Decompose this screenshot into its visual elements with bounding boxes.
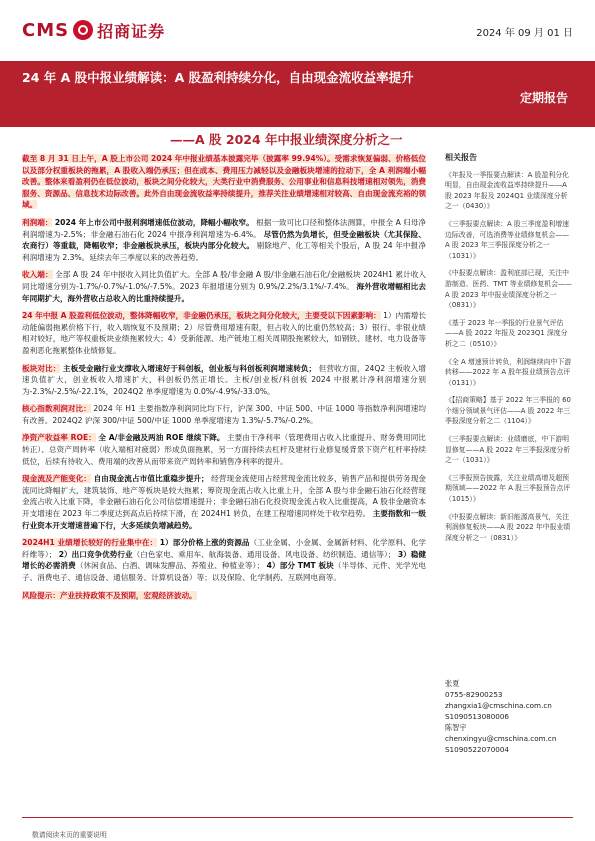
- related-report-item[interactable]: 《中报要点解读：新旧能源高景气，关注利润修复板块——A 股 2022 年中报业绩深度分析之一（0831）》: [445, 512, 571, 542]
- profit-heading: 利润端：: [22, 217, 53, 227]
- factors-detail: 1）内需增长动能偏弱拖累价格下行，收入端恢复不及预期；2）尽管费用增速有限，但占收入的比重仍然较高；3）银行、非银业绩相对较好，地产等权重板块业绩拖累较大；4）受新能源、地产链地工相关周期股拖累较大，如钢铁、建材、电力设备等盈利恶化拖累整体业绩修复。: [22, 311, 426, 355]
- footer-divider: [22, 817, 573, 818]
- report-title: 24 年 A 股中报业绩解读：A 股盈利持续分化，自由现金流收益率提升: [22, 70, 414, 85]
- analyst-name: 张夏: [445, 679, 460, 688]
- cashflow-emphasis: 自由现金流占市值比重稳步提升；: [93, 474, 209, 484]
- report-type: 定期报告: [520, 91, 569, 105]
- main-body: [22, 153, 426, 607]
- industry-item-1: 1）部分价格上涨的资源品: [159, 538, 250, 548]
- footer-note: 敬请阅读末页的重要说明: [32, 831, 107, 839]
- industry-item-3: 3）稳健增长的必需消费: [22, 549, 426, 571]
- summary-text: 截至 8 月 31 日上午，A 股上市公司 2024 年中报业绩基本披露完毕（披露率 99.94%）。受需求恢复偏弱、价格低位以及部分权重板块的拖累，A 股收入端仍承压；但在成本、费用压力减轻以及金融板块增速的拉动下，全 A 利润端小幅改善。整体来看盈利仍在低位波动，板块之间分化较大，大类行业中消费服务、公用事业和信息科技增速相对领先，消费服务、资源品、信息技术边际改善。此外自由现金流收益率持续提升，推荐关注业绩增速相对较高、自由现金流充裕的领域。: [22, 154, 426, 210]
- analyst-email[interactable]: zhangxia1@cmschina.com.cn: [445, 701, 552, 710]
- report-subtitle: ——A 股 2024 年中报业绩深度分析之一: [170, 132, 403, 147]
- roe-emphasis: 全 A/非金融及两油 ROE 继续下降。: [98, 433, 225, 443]
- profit-detail: 根据一致可比口径和整体法测算，中报全 A 归母净利润增速为-2.5%；非金融石油石化 2024 中报净利润增速为-6.4%。: [22, 217, 427, 239]
- revenue-paragraph: [22, 269, 426, 304]
- revenue-emphasis: 海外营收增幅相比去年同期扩大，海外营收占总收入的比重持续提升。: [22, 281, 426, 303]
- analyst-name: 陈智宇: [445, 723, 467, 732]
- profit-paragraph: [22, 217, 426, 263]
- cashflow-detail: 经营现金流使用占经营现金流比较多，销售产品和提供劳务现金流同比降幅扩大，建筑装饰、地产等板块是较大拖累；筹资现金流占收入比重上升，全部 A 股与非金融石油石化经营现金流占收入比重下降，非金融石油石化公司信偿增速提升；非金融石油石化投资现金流占收入比重提高，A 股非金融资本开支增速在 2023 年二季度达到高点后持续下滑，在 2024H1 转负，在建工程增速同样处于收窄趋势。: [22, 474, 427, 519]
- related-report-item[interactable]: 《中报要点解读：盈利底部已现，关注中游制造、医药、TMT 等业绩修复机会——A 股 2023 年中报业绩深度分析之一（0831）》: [445, 269, 572, 310]
- industry-item-4-detail: （半导体、元件、光学光电子、消费电子、通信设备、通信服务、计算机设备）等；以及保险、化学制药、互联网电商等。: [22, 561, 426, 582]
- related-reports-sidebar: [445, 153, 573, 550]
- related-report-item[interactable]: 《三季报预告披露，关注业绩高增及超预期领域——2022 年 A 股三季报预告点评（1015）》: [445, 473, 571, 504]
- company-logo: [22, 18, 165, 42]
- profit-lead: 2024 年上市公司中报利润增速低位波动，降幅小幅收窄。: [54, 217, 254, 227]
- revenue-heading: 收入端：: [22, 270, 53, 280]
- factors-paragraph: [22, 310, 426, 356]
- industry-item-3-detail: （休闲食品、白酒、调味发酵品、养殖业、种植业等）；: [75, 561, 265, 571]
- report-date: 2024 年 09 月 01 日: [476, 28, 573, 39]
- related-report-item[interactable]: 《年报及一季报要点解读：A 股盈利分化明显，自由现金流收益率持续提升——A 股 2023 年报及 2024Q1 业绩深度分析之一（0430）》: [445, 170, 570, 211]
- industry-heading: 2024H1 业绩增长较好的行业集中在：: [22, 538, 158, 548]
- industry-item-2-detail: （白色家电、乘用车、航海装备、通用设备、风电设备、纺织制造、通信等）；: [132, 549, 396, 559]
- analyst-cert: S1090522070004: [445, 745, 510, 754]
- logo-text: CMS: [22, 19, 70, 41]
- roe-detail: 主要由于净利率（管理费用占收入比重提升、财务费用同比转正）、总资产周转率（收入端相对疲弱）形成负面拖累，另一方面持续去杠杆及建材行业修复缓背景下资产杠杆率持续低位，后续有待收入、费用端的改善从而带来资产周转率和销售净利率的提升。: [22, 433, 426, 466]
- cashflow-heading: 现金流及产能变化：: [22, 474, 92, 484]
- board-emphasis: 主板受金融行业支撑收入增速好于科创板，创业板与科创板利润增速转负；: [62, 363, 317, 373]
- risk-paragraph: [22, 590, 426, 602]
- index-heading: 核心指数利润对比：: [22, 404, 91, 414]
- related-report-item[interactable]: 《三季报要点解读：A 股三季度盈利增速边际改善，可选消费等业绩修复机会——A 股 2023 年三季报深度分析之一（1031）》: [445, 219, 570, 260]
- cashflow-paragraph: [22, 473, 426, 531]
- index-paragraph: [22, 403, 426, 426]
- industry-item-2: 2）出口竞争优势行业: [58, 549, 133, 559]
- industry-item-1-detail: （工业金属、小金属、金属新材料、化学原料、化学纤维等）；: [22, 538, 426, 559]
- profit-emphasis: 尽管仍然为负增长，但受金融板块（尤其保险、农商行）等重载，降幅收窄；非金融板块承压，板块内部分化较大。: [22, 229, 426, 251]
- analyst-contacts: [445, 678, 573, 755]
- risk-warning: 风险提示：产业扶持政策不及预期，宏观经济波动。: [22, 590, 197, 600]
- board-detail: 但营收方面，24Q2 主板收入增速负值扩大，创业板收入增速扩大，科创板仍然正增长。主板/创业板/科创板 2024 中报累计净利润增速分别为-2.3%/-2.5%/-22.1%，2024Q2 单季度增速为 0.0%/-4.9%/-33.0%。: [22, 363, 426, 396]
- board-heading: 板块对比：: [22, 363, 61, 373]
- related-report-item[interactable]: 《全 A 增速预计转负，利润继续向中下游转移——2022 年 A 股年报业绩预告点评（0131）》: [445, 357, 572, 387]
- index-detail: 2024 年 H1 主要指数净利润同比均下行，沪深 300、中证 500、中证 1000 等指数净利润增速均有改善。2024Q2 沪深 300/中证 500/中证 1000 单季度增速为 1.3%/-5.7%/-0.2%。: [22, 404, 427, 425]
- logo-chinese-name: 招商证券: [97, 21, 166, 41]
- roe-paragraph: [22, 432, 426, 467]
- revenue-detail: 全部 A 股 24 年中报收入同比负值扩大。全部 A 股/非金融 A 股/非金融石油石化/金融板块 2024H1 累计收入同比增速分别为-1.7%/-0.7%/-1.0%/-7.5%。2023 年报增速分别为 0.9%/2.2%/3.1%/-7.4%。: [22, 270, 426, 291]
- factors-heading: 24 年中报 A 股盈利低位波动，整体降幅收窄，非金融仍承压，板块之间分化较大，主要受以下因素影响：: [22, 311, 381, 321]
- related-report-item[interactable]: 《【招商策略】基于 2022 年三季报的 60 个细分领域景气评估——A 股 2022 年三季报深度分析之二（1104）》: [445, 396, 571, 426]
- profit-tail: 剔除地产、化工等相关个股后，A 股 24 年中报净利润增速为 2.3%。延续去年三季度以来的改善趋势。: [22, 241, 426, 262]
- related-reports-heading: 相关报告: [445, 153, 477, 162]
- industry-item-4: 4）部分 TMT 板块: [266, 561, 334, 571]
- analyst-email[interactable]: chenxingyu@cmschina.com.cn: [445, 734, 557, 743]
- related-report-item[interactable]: 《三季报要点解读：业绩磨底，中下游明显修复——A 股 2022 年三季报深度分析之一（1031）》: [445, 435, 571, 465]
- cashflow-tail: 主要指数和一级行业资本开支增速普遍下行，大多延续负增减趋势。: [22, 509, 426, 530]
- summary-paragraph: [22, 153, 426, 211]
- analyst-phone: 0755-82900253: [445, 690, 503, 699]
- roe-heading: 净资产收益率 ROE：: [22, 433, 96, 443]
- board-paragraph: [22, 363, 426, 398]
- logo-emblem-icon: [73, 20, 93, 40]
- analyst-cert: S1090513080006: [445, 712, 510, 721]
- industry-paragraph: [22, 537, 426, 583]
- related-report-item[interactable]: 《基于 2023 年一季报的行业景气评估——A 股 2022 年报及 2023Q1 深度分析之二（0510）》: [445, 318, 568, 348]
